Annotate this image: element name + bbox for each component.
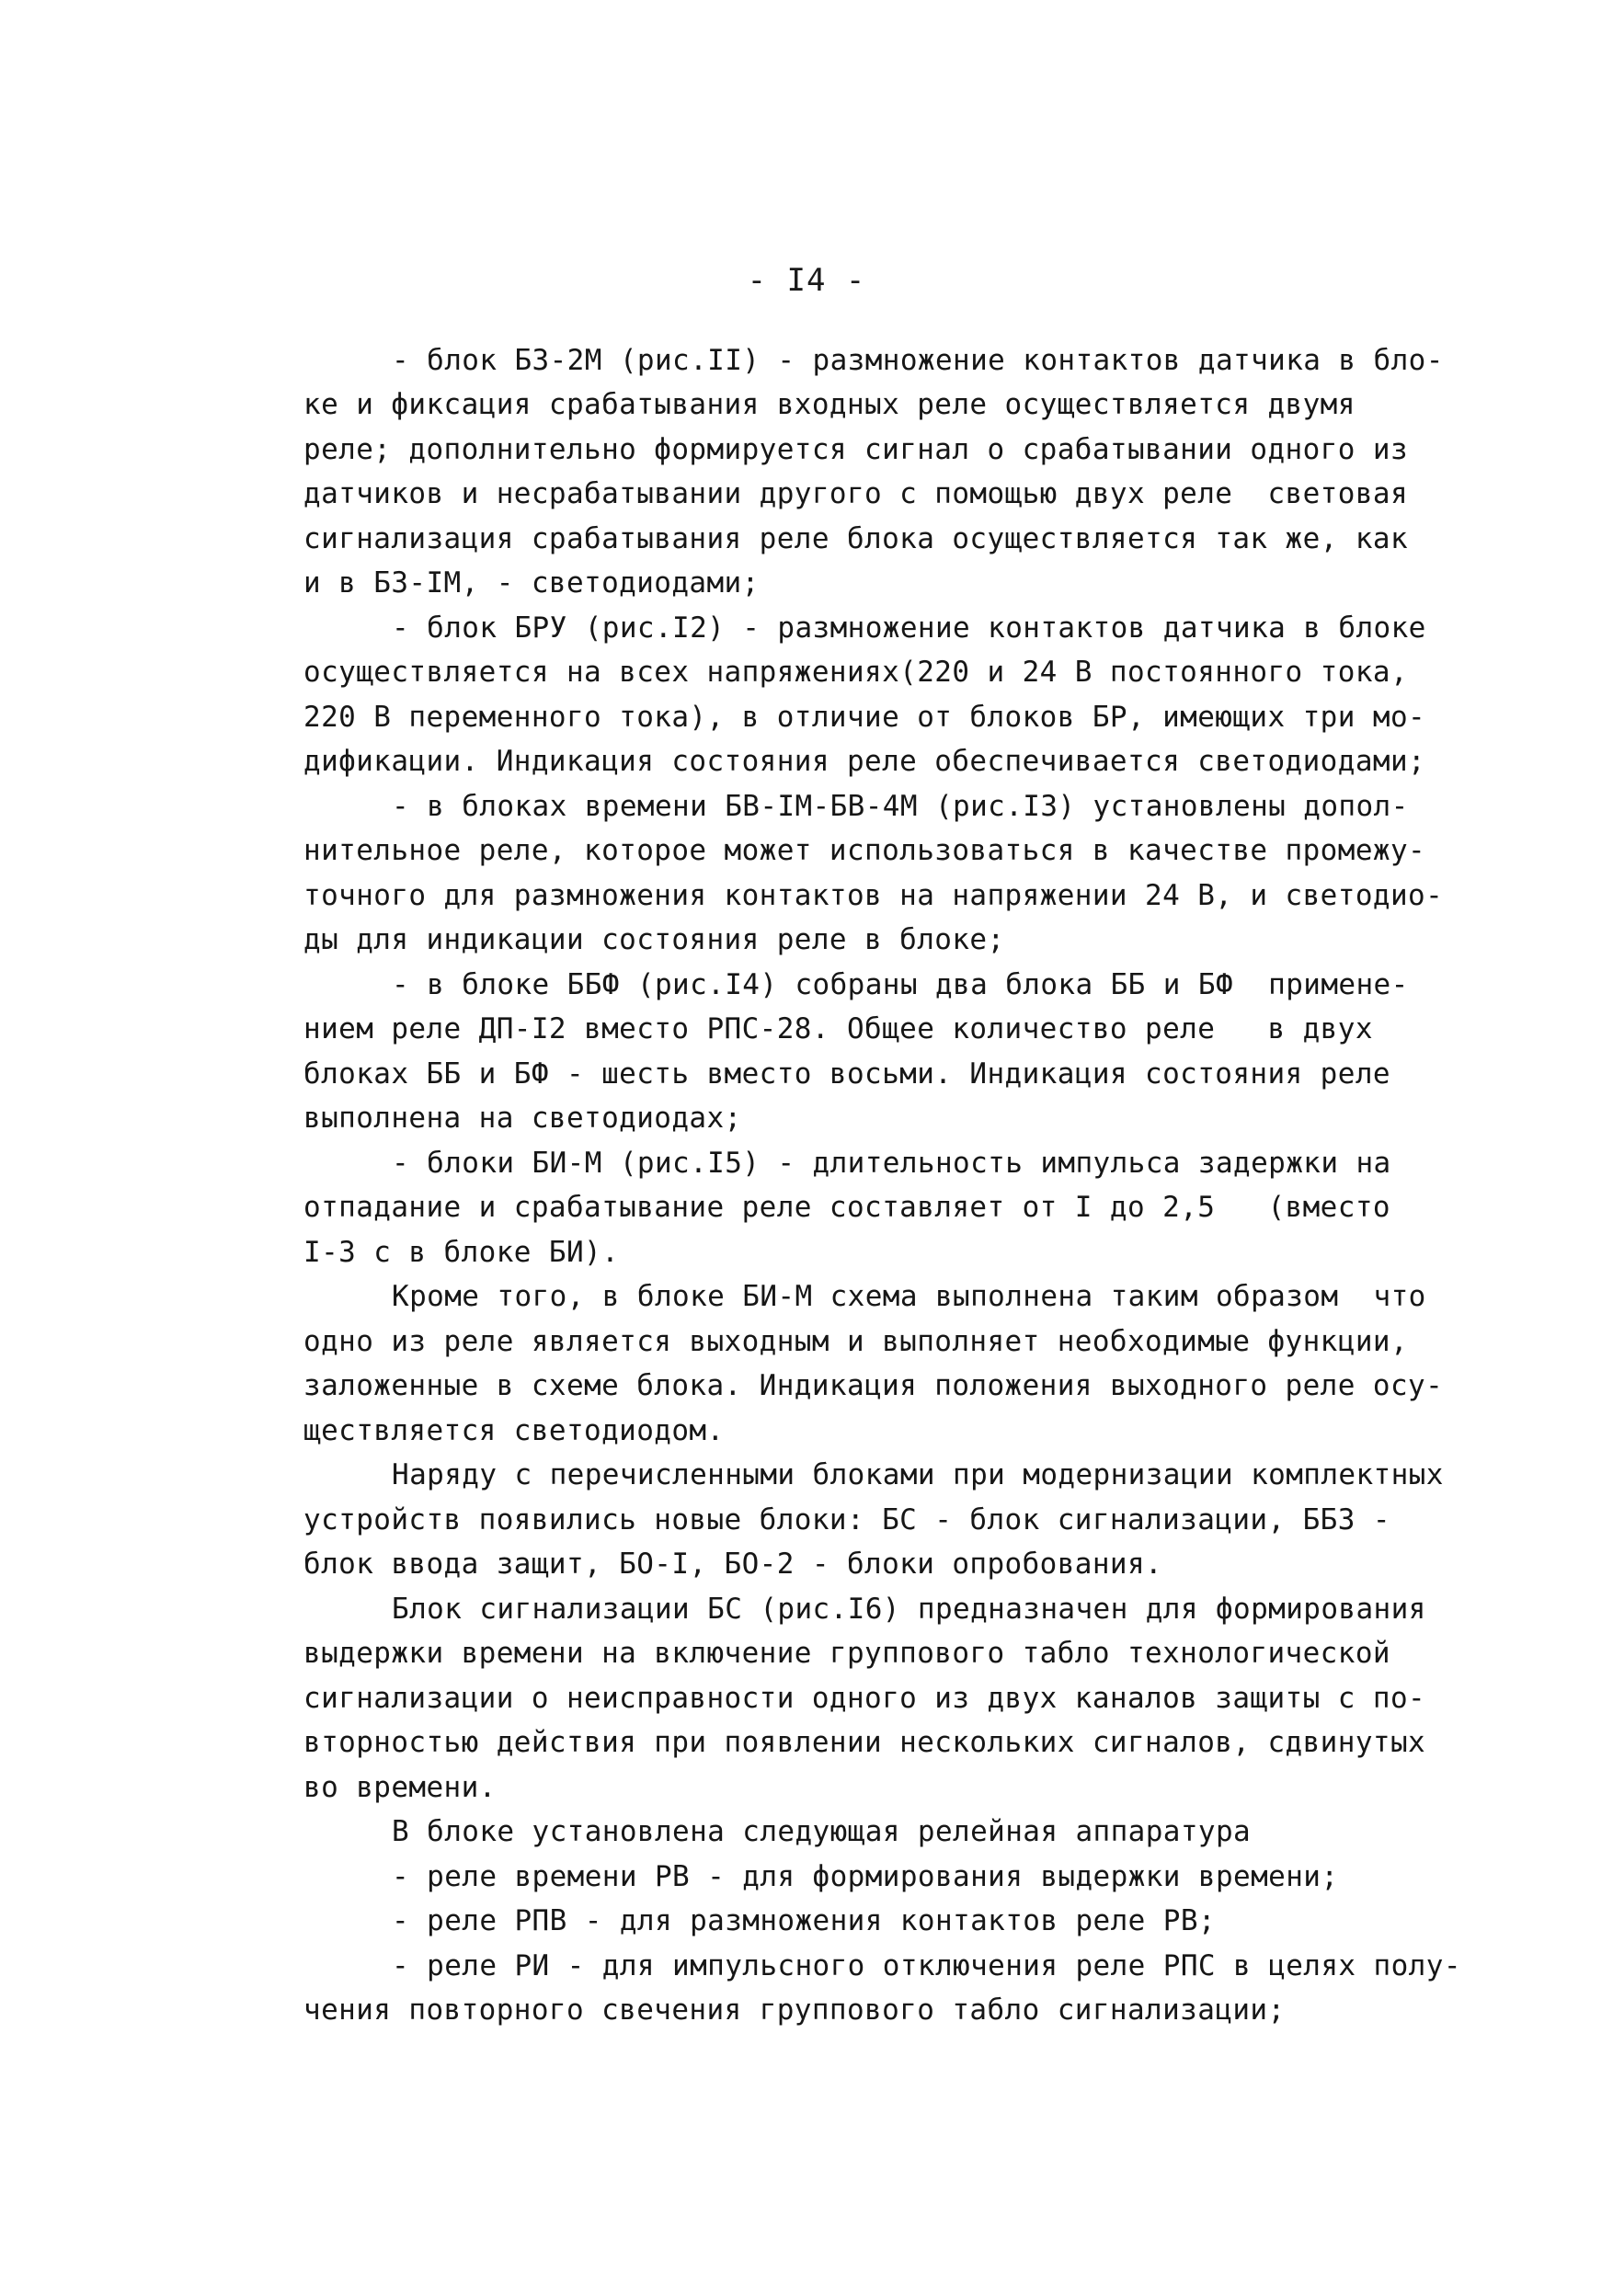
text-line: - реле РИ - для импульсного отключения реле РПС в целях полу- <box>392 1949 1461 1982</box>
text-line: Наряду с перечисленными блоками при модернизации комплектных <box>392 1458 1444 1491</box>
text-line: отпадание и срабатывание реле составляет от I до 2,5 (вместо <box>303 1191 1390 1224</box>
text-line: точного для размножения контактов на напряжении 24 В, и светодио- <box>303 879 1444 912</box>
page-number: - I4 - <box>747 262 866 299</box>
text-line: вторностью действия при появлении нескольких сигналов, сдвинутых <box>303 1726 1426 1759</box>
text-line: нительное реле, которое может использоваться в качестве промежу- <box>303 834 1426 867</box>
text-line: блок ввода защит, БО-I, БО-2 - блоки опробования. <box>303 1548 1163 1581</box>
text-line: осуществляется на всех напряжениях(220 и 24 В постоянного тока, <box>303 656 1409 689</box>
text-line: во времени. <box>303 1771 497 1804</box>
text-line: блоках ББ и БФ - шесть вместо восьми. Индикация состояния реле <box>303 1057 1390 1091</box>
text-line: устройств появились новые блоки: БС - блок сигнализации, ББЗ - <box>303 1503 1390 1536</box>
text-line: Кроме того, в блоке БИ-М схема выполнена таким образом что <box>392 1280 1426 1313</box>
text-line: чения повторного свечения группового табло сигнализации; <box>303 1993 1286 2027</box>
text-line: - блок БРУ (рис.I2) - размножение контактов датчика в блоке <box>392 611 1426 645</box>
text-line: - блоки БИ-М (рис.I5) - длительность импульса задержки на <box>392 1147 1391 1180</box>
text-line: заложенные в схеме блока. Индикация положения выходного реле осу- <box>303 1369 1444 1402</box>
text-line: дификации. Индикация состояния реле обеспечивается светодиодами; <box>303 745 1426 778</box>
text-line: - реле времени РВ - для формирования выдержки времени; <box>392 1860 1339 1893</box>
text-line: I-3 с в блоке БИ). <box>303 1236 620 1269</box>
text-line: - в блоке ББФ (рис.I4) собраны два блока ББ и БФ примене- <box>392 968 1409 1001</box>
text-line: сигнализации о неисправности одного из двух каналов защиты с по- <box>303 1682 1426 1715</box>
text-line: нием реле ДП-I2 вместо РПС-28. Общее количество реле в двух <box>303 1012 1373 1045</box>
text-line: - реле РПВ - для размножения контактов реле РВ; <box>392 1904 1216 1937</box>
text-line: реле; дополнительно формируется сигнал о срабатывании одного из <box>303 433 1409 466</box>
text-line: Блок сигнализации БС (рис.I6) предназначен для формирования <box>392 1593 1426 1626</box>
text-line: сигнализация срабатывания реле блока осуществляется так же, как <box>303 522 1409 555</box>
text-line: В блоке установлена следующая релейная аппаратура <box>392 1815 1252 1848</box>
text-line: и в БЗ-IМ, - светодиодами; <box>303 566 760 600</box>
text-line: ществляется светодиодом. <box>303 1414 725 1447</box>
text-line: ды для индикации состояния реле в блоке; <box>303 923 1005 956</box>
text-line: одно из реле является выходным и выполняет необходимые функции, <box>303 1325 1409 1358</box>
text-line: - блок БЗ-2М (рис.II) - размножение контактов датчика в бло- <box>392 344 1444 377</box>
text-line: выполнена на светодиодах; <box>303 1102 742 1135</box>
text-line: 220 В переменного тока), в отличие от блоков БР, имеющих три мо- <box>303 701 1426 734</box>
text-line: выдержки времени на включение группового табло технологической <box>303 1637 1390 1670</box>
text-line: ке и фиксация срабатывания входных реле осуществляется двумя <box>303 388 1356 421</box>
text-line: - в блоках времени БВ-IМ-БВ-4М (рис.I3) установлены допол- <box>392 790 1409 823</box>
text-line: датчиков и несрабатывании другого с помощью двух реле световая <box>303 477 1409 510</box>
